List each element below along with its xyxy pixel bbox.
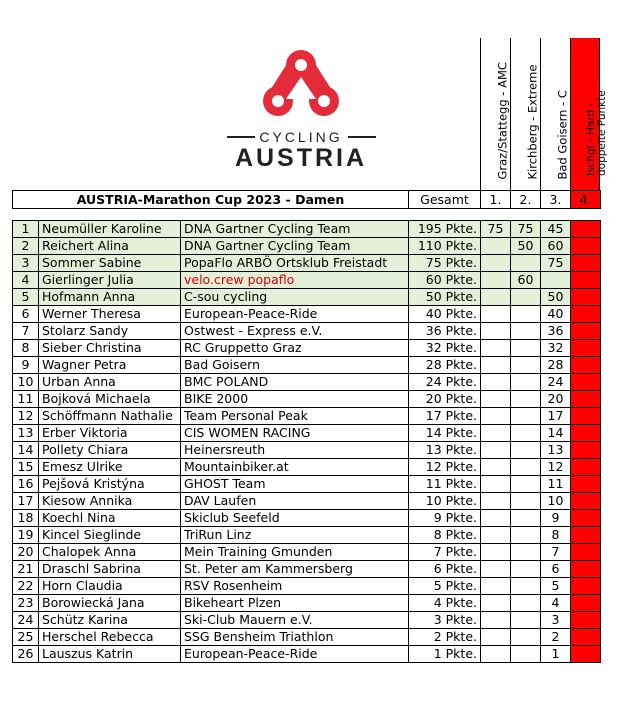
race3-cell: 20 — [541, 391, 571, 408]
name-cell: Chalopek Anna — [39, 544, 181, 561]
race2-cell — [511, 357, 541, 374]
race4-cell — [571, 561, 601, 578]
rank-cell: 9 — [13, 357, 39, 374]
name-cell: Stolarz Sandy — [39, 323, 181, 340]
name-cell: Neumüller Karoline — [39, 221, 181, 238]
race4-cell — [571, 272, 601, 289]
team-cell: Bad Goisern — [181, 357, 409, 374]
logo-line2: AUSTRIA — [234, 144, 368, 170]
race1-cell — [481, 255, 511, 272]
table-row — [13, 493, 601, 510]
name-cell: Gierlinger Julia — [39, 272, 181, 289]
total-cell: 11 Pkte. — [409, 476, 481, 493]
race4-cell — [571, 646, 601, 663]
team-cell: Ostwest - Express e.V. — [181, 323, 409, 340]
race2-cell — [511, 289, 541, 306]
race4-cell — [571, 323, 601, 340]
race-num-4: 4. — [571, 191, 601, 209]
race2-cell: 75 — [511, 221, 541, 238]
race3-cell: 12 — [541, 459, 571, 476]
total-cell: 36 Pkte. — [409, 323, 481, 340]
table-row — [13, 442, 601, 459]
rank-cell: 17 — [13, 493, 39, 510]
table-row — [13, 459, 601, 476]
race4-cell — [571, 544, 601, 561]
race4-cell — [571, 289, 601, 306]
name-cell: Werner Theresa — [39, 306, 181, 323]
name-cell: Pollety Chiara — [39, 442, 181, 459]
team-cell: RC Gruppetto Graz — [181, 340, 409, 357]
total-cell: 5 Pkte. — [409, 578, 481, 595]
race3-cell: 14 — [541, 425, 571, 442]
name-cell: Pejšová Kristýna — [39, 476, 181, 493]
rank-cell: 6 — [13, 306, 39, 323]
name-cell: Bojková Michaela — [39, 391, 181, 408]
rank-cell: 12 — [13, 408, 39, 425]
rank-cell: 25 — [13, 629, 39, 646]
race1-cell — [481, 238, 511, 255]
race-name-1: Graz/Stattegg - AMC — [495, 62, 509, 180]
race-name-4-line1: Ischgl - Hard - — [585, 102, 597, 176]
total-cell: 7 Pkte. — [409, 544, 481, 561]
race-name-3: Bad Goisern - C — [555, 90, 569, 180]
table-row — [13, 391, 601, 408]
rank-cell: 15 — [13, 459, 39, 476]
total-cell: 20 Pkte. — [409, 391, 481, 408]
race3-cell: 9 — [541, 510, 571, 527]
race2-cell — [511, 595, 541, 612]
rank-cell: 10 — [13, 374, 39, 391]
name-cell: Kincel Sieglinde — [39, 527, 181, 544]
table-row — [13, 238, 601, 255]
rank-cell: 18 — [13, 510, 39, 527]
team-cell: BMC POLAND — [181, 374, 409, 391]
race1-cell — [481, 595, 511, 612]
cycling-austria-logo — [220, 45, 382, 170]
race4-cell — [571, 595, 601, 612]
table-row — [13, 408, 601, 425]
race2-cell: 60 — [511, 272, 541, 289]
race-header-1 — [480, 38, 510, 190]
rank-cell: 5 — [13, 289, 39, 306]
race4-cell — [571, 255, 601, 272]
total-cell: 195 Pkte. — [409, 221, 481, 238]
team-cell: DNA Gartner Cycling Team — [181, 221, 409, 238]
total-cell: 4 Pkte. — [409, 595, 481, 612]
race4-cell — [571, 238, 601, 255]
total-cell: 9 Pkte. — [409, 510, 481, 527]
total-cell: 10 Pkte. — [409, 493, 481, 510]
table-row — [13, 646, 601, 663]
table-row — [13, 323, 601, 340]
total-cell: 8 Pkte. — [409, 527, 481, 544]
race1-cell — [481, 476, 511, 493]
race3-cell: 1 — [541, 646, 571, 663]
race4-cell — [571, 459, 601, 476]
name-cell: Schütz Karina — [39, 612, 181, 629]
team-cell: BIKE 2000 — [181, 391, 409, 408]
rank-cell: 22 — [13, 578, 39, 595]
total-cell: 12 Pkte. — [409, 459, 481, 476]
race-num-2: 2. — [511, 191, 541, 209]
race2-cell — [511, 391, 541, 408]
race3-cell: 75 — [541, 255, 571, 272]
team-cell: C-sou cycling — [181, 289, 409, 306]
race3-cell: 40 — [541, 306, 571, 323]
team-cell: St. Peter am Kammersberg — [181, 561, 409, 578]
team-cell: RSV Rosenheim — [181, 578, 409, 595]
header-table — [12, 190, 601, 209]
name-cell: Kiesow Annika — [39, 493, 181, 510]
race1-cell — [481, 323, 511, 340]
race1-cell — [481, 493, 511, 510]
name-cell: Herschel Rebecca — [39, 629, 181, 646]
rank-cell: 19 — [13, 527, 39, 544]
race3-cell: 8 — [541, 527, 571, 544]
race-name-4 — [586, 90, 608, 176]
standings-table — [12, 220, 601, 663]
race1-cell: 75 — [481, 221, 511, 238]
race4-cell — [571, 578, 601, 595]
rank-cell: 16 — [13, 476, 39, 493]
table-title: AUSTRIA-Marathon Cup 2023 - Damen — [13, 191, 409, 209]
total-cell: 2 Pkte. — [409, 629, 481, 646]
race1-cell — [481, 459, 511, 476]
table-row — [13, 561, 601, 578]
race-header-2 — [510, 38, 540, 190]
race4-cell — [571, 221, 601, 238]
race3-cell: 5 — [541, 578, 571, 595]
team-cell: Mein Training Gmunden — [181, 544, 409, 561]
name-cell: Hofmann Anna — [39, 289, 181, 306]
table-row — [13, 221, 601, 238]
race-num-3: 3. — [541, 191, 571, 209]
total-cell: 24 Pkte. — [409, 374, 481, 391]
race-name-2: Kirchberg - Extreme — [525, 64, 539, 180]
race2-cell — [511, 374, 541, 391]
total-cell: 75 Pkte. — [409, 255, 481, 272]
name-cell: Reichert Alina — [39, 238, 181, 255]
race3-cell: 17 — [541, 408, 571, 425]
table-row — [13, 425, 601, 442]
rank-cell: 14 — [13, 442, 39, 459]
race4-cell — [571, 374, 601, 391]
race2-cell — [511, 408, 541, 425]
race4-cell — [571, 442, 601, 459]
total-cell: 13 Pkte. — [409, 442, 481, 459]
race1-cell — [481, 408, 511, 425]
team-cell: European-Peace-Ride — [181, 646, 409, 663]
team-cell: Ski-Club Mauern e.V. — [181, 612, 409, 629]
team-cell: TriRun Linz — [181, 527, 409, 544]
race1-cell — [481, 561, 511, 578]
team-cell: SSG Bensheim Triathlon — [181, 629, 409, 646]
rank-cell: 20 — [13, 544, 39, 561]
table-row — [13, 578, 601, 595]
rank-cell: 11 — [13, 391, 39, 408]
team-cell: Skiclub Seefeld — [181, 510, 409, 527]
race3-cell: 50 — [541, 289, 571, 306]
team-cell: CIS WOMEN RACING — [181, 425, 409, 442]
race1-cell — [481, 527, 511, 544]
total-cell: 3 Pkte. — [409, 612, 481, 629]
gesamt-header: Gesamt — [409, 191, 481, 209]
logo-line1: CYCLING — [259, 129, 343, 145]
table-row — [13, 476, 601, 493]
table-row — [13, 272, 601, 289]
race4-cell — [571, 391, 601, 408]
race1-cell — [481, 544, 511, 561]
total-cell: 32 Pkte. — [409, 340, 481, 357]
race3-cell — [541, 272, 571, 289]
race4-cell — [571, 425, 601, 442]
name-cell: Schöffmann Nathalie — [39, 408, 181, 425]
race2-cell — [511, 578, 541, 595]
race4-cell — [571, 510, 601, 527]
race2-cell — [511, 459, 541, 476]
name-cell: Urban Anna — [39, 374, 181, 391]
name-cell: Emesz Ulrike — [39, 459, 181, 476]
rank-cell: 21 — [13, 561, 39, 578]
total-cell: 50 Pkte. — [409, 289, 481, 306]
race4-cell — [571, 357, 601, 374]
race2-cell — [511, 476, 541, 493]
rank-cell: 4 — [13, 272, 39, 289]
race2-cell — [511, 544, 541, 561]
race4-cell — [571, 306, 601, 323]
race3-cell: 32 — [541, 340, 571, 357]
race3-cell: 13 — [541, 442, 571, 459]
race1-cell — [481, 374, 511, 391]
race1-cell — [481, 612, 511, 629]
total-cell: 60 Pkte. — [409, 272, 481, 289]
race1-cell — [481, 340, 511, 357]
race2-cell — [511, 629, 541, 646]
race1-cell — [481, 578, 511, 595]
race3-cell: 6 — [541, 561, 571, 578]
total-cell: 17 Pkte. — [409, 408, 481, 425]
race1-cell — [481, 272, 511, 289]
table-row — [13, 306, 601, 323]
name-cell: Wagner Petra — [39, 357, 181, 374]
name-cell: Sieber Christina — [39, 340, 181, 357]
rank-cell: 13 — [13, 425, 39, 442]
table-row — [13, 357, 601, 374]
table-row — [13, 340, 601, 357]
team-cell: GHOST Team — [181, 476, 409, 493]
race1-cell — [481, 442, 511, 459]
team-cell: DAV Laufen — [181, 493, 409, 510]
race1-cell — [481, 646, 511, 663]
race3-cell: 36 — [541, 323, 571, 340]
standings-body — [13, 221, 601, 663]
race4-cell — [571, 476, 601, 493]
race2-cell: 50 — [511, 238, 541, 255]
rank-cell: 24 — [13, 612, 39, 629]
table-row — [13, 595, 601, 612]
race2-cell — [511, 306, 541, 323]
race3-cell: 2 — [541, 629, 571, 646]
race2-cell — [511, 255, 541, 272]
rank-cell: 7 — [13, 323, 39, 340]
race2-cell — [511, 612, 541, 629]
race-name-4-line2: doppelte Punkte — [596, 90, 608, 176]
total-cell: 6 Pkte. — [409, 561, 481, 578]
race4-cell — [571, 612, 601, 629]
total-cell: 14 Pkte. — [409, 425, 481, 442]
name-cell: Draschl Sabrina — [39, 561, 181, 578]
race-header-4 — [570, 38, 608, 190]
name-cell: Borowiecká Jana — [39, 595, 181, 612]
chain-link-icon — [220, 45, 382, 170]
table-row — [13, 544, 601, 561]
race1-cell — [481, 357, 511, 374]
rank-cell: 2 — [13, 238, 39, 255]
rank-cell: 23 — [13, 595, 39, 612]
race4-cell — [571, 629, 601, 646]
header-row — [13, 191, 601, 209]
race2-cell — [511, 493, 541, 510]
race3-cell: 3 — [541, 612, 571, 629]
team-cell: Mountainbiker.at — [181, 459, 409, 476]
rank-cell: 8 — [13, 340, 39, 357]
race2-cell — [511, 646, 541, 663]
race2-cell — [511, 527, 541, 544]
race1-cell — [481, 289, 511, 306]
table-row — [13, 612, 601, 629]
table-row — [13, 510, 601, 527]
team-cell: Heinersreuth — [181, 442, 409, 459]
race-header-3 — [540, 38, 570, 190]
race1-cell — [481, 306, 511, 323]
rank-cell: 26 — [13, 646, 39, 663]
name-cell: Sommer Sabine — [39, 255, 181, 272]
race2-cell — [511, 323, 541, 340]
race2-cell — [511, 561, 541, 578]
race3-cell: 24 — [541, 374, 571, 391]
name-cell: Horn Claudia — [39, 578, 181, 595]
race3-cell: 4 — [541, 595, 571, 612]
race2-cell — [511, 510, 541, 527]
rank-cell: 3 — [13, 255, 39, 272]
table-row — [13, 289, 601, 306]
table-row — [13, 527, 601, 544]
name-cell: Koechl Nina — [39, 510, 181, 527]
race1-cell — [481, 391, 511, 408]
race4-cell — [571, 340, 601, 357]
race4-cell — [571, 493, 601, 510]
team-cell: Team Personal Peak — [181, 408, 409, 425]
race3-cell: 11 — [541, 476, 571, 493]
race1-cell — [481, 510, 511, 527]
race2-cell — [511, 425, 541, 442]
team-cell: European-Peace-Ride — [181, 306, 409, 323]
race3-cell: 45 — [541, 221, 571, 238]
total-cell: 40 Pkte. — [409, 306, 481, 323]
name-cell: Erber Viktoria — [39, 425, 181, 442]
race-num-1: 1. — [481, 191, 511, 209]
team-cell: velo.crew popaflo — [181, 272, 409, 289]
table-row — [13, 255, 601, 272]
rank-cell: 1 — [13, 221, 39, 238]
race3-cell: 7 — [541, 544, 571, 561]
race3-cell: 28 — [541, 357, 571, 374]
race2-cell — [511, 340, 541, 357]
team-cell: Bikeheart Plzen — [181, 595, 409, 612]
race1-cell — [481, 629, 511, 646]
race3-cell: 60 — [541, 238, 571, 255]
race1-cell — [481, 425, 511, 442]
table-row — [13, 374, 601, 391]
team-cell: PopaFlo ARBÖ Ortsklub Freistadt — [181, 255, 409, 272]
name-cell: Lauszus Katrin — [39, 646, 181, 663]
race4-cell — [571, 527, 601, 544]
table-row — [13, 629, 601, 646]
total-cell: 1 Pkte. — [409, 646, 481, 663]
team-cell: DNA Gartner Cycling Team — [181, 238, 409, 255]
race4-cell — [571, 408, 601, 425]
total-cell: 110 Pkte. — [409, 238, 481, 255]
race3-cell: 10 — [541, 493, 571, 510]
race2-cell — [511, 442, 541, 459]
total-cell: 28 Pkte. — [409, 357, 481, 374]
